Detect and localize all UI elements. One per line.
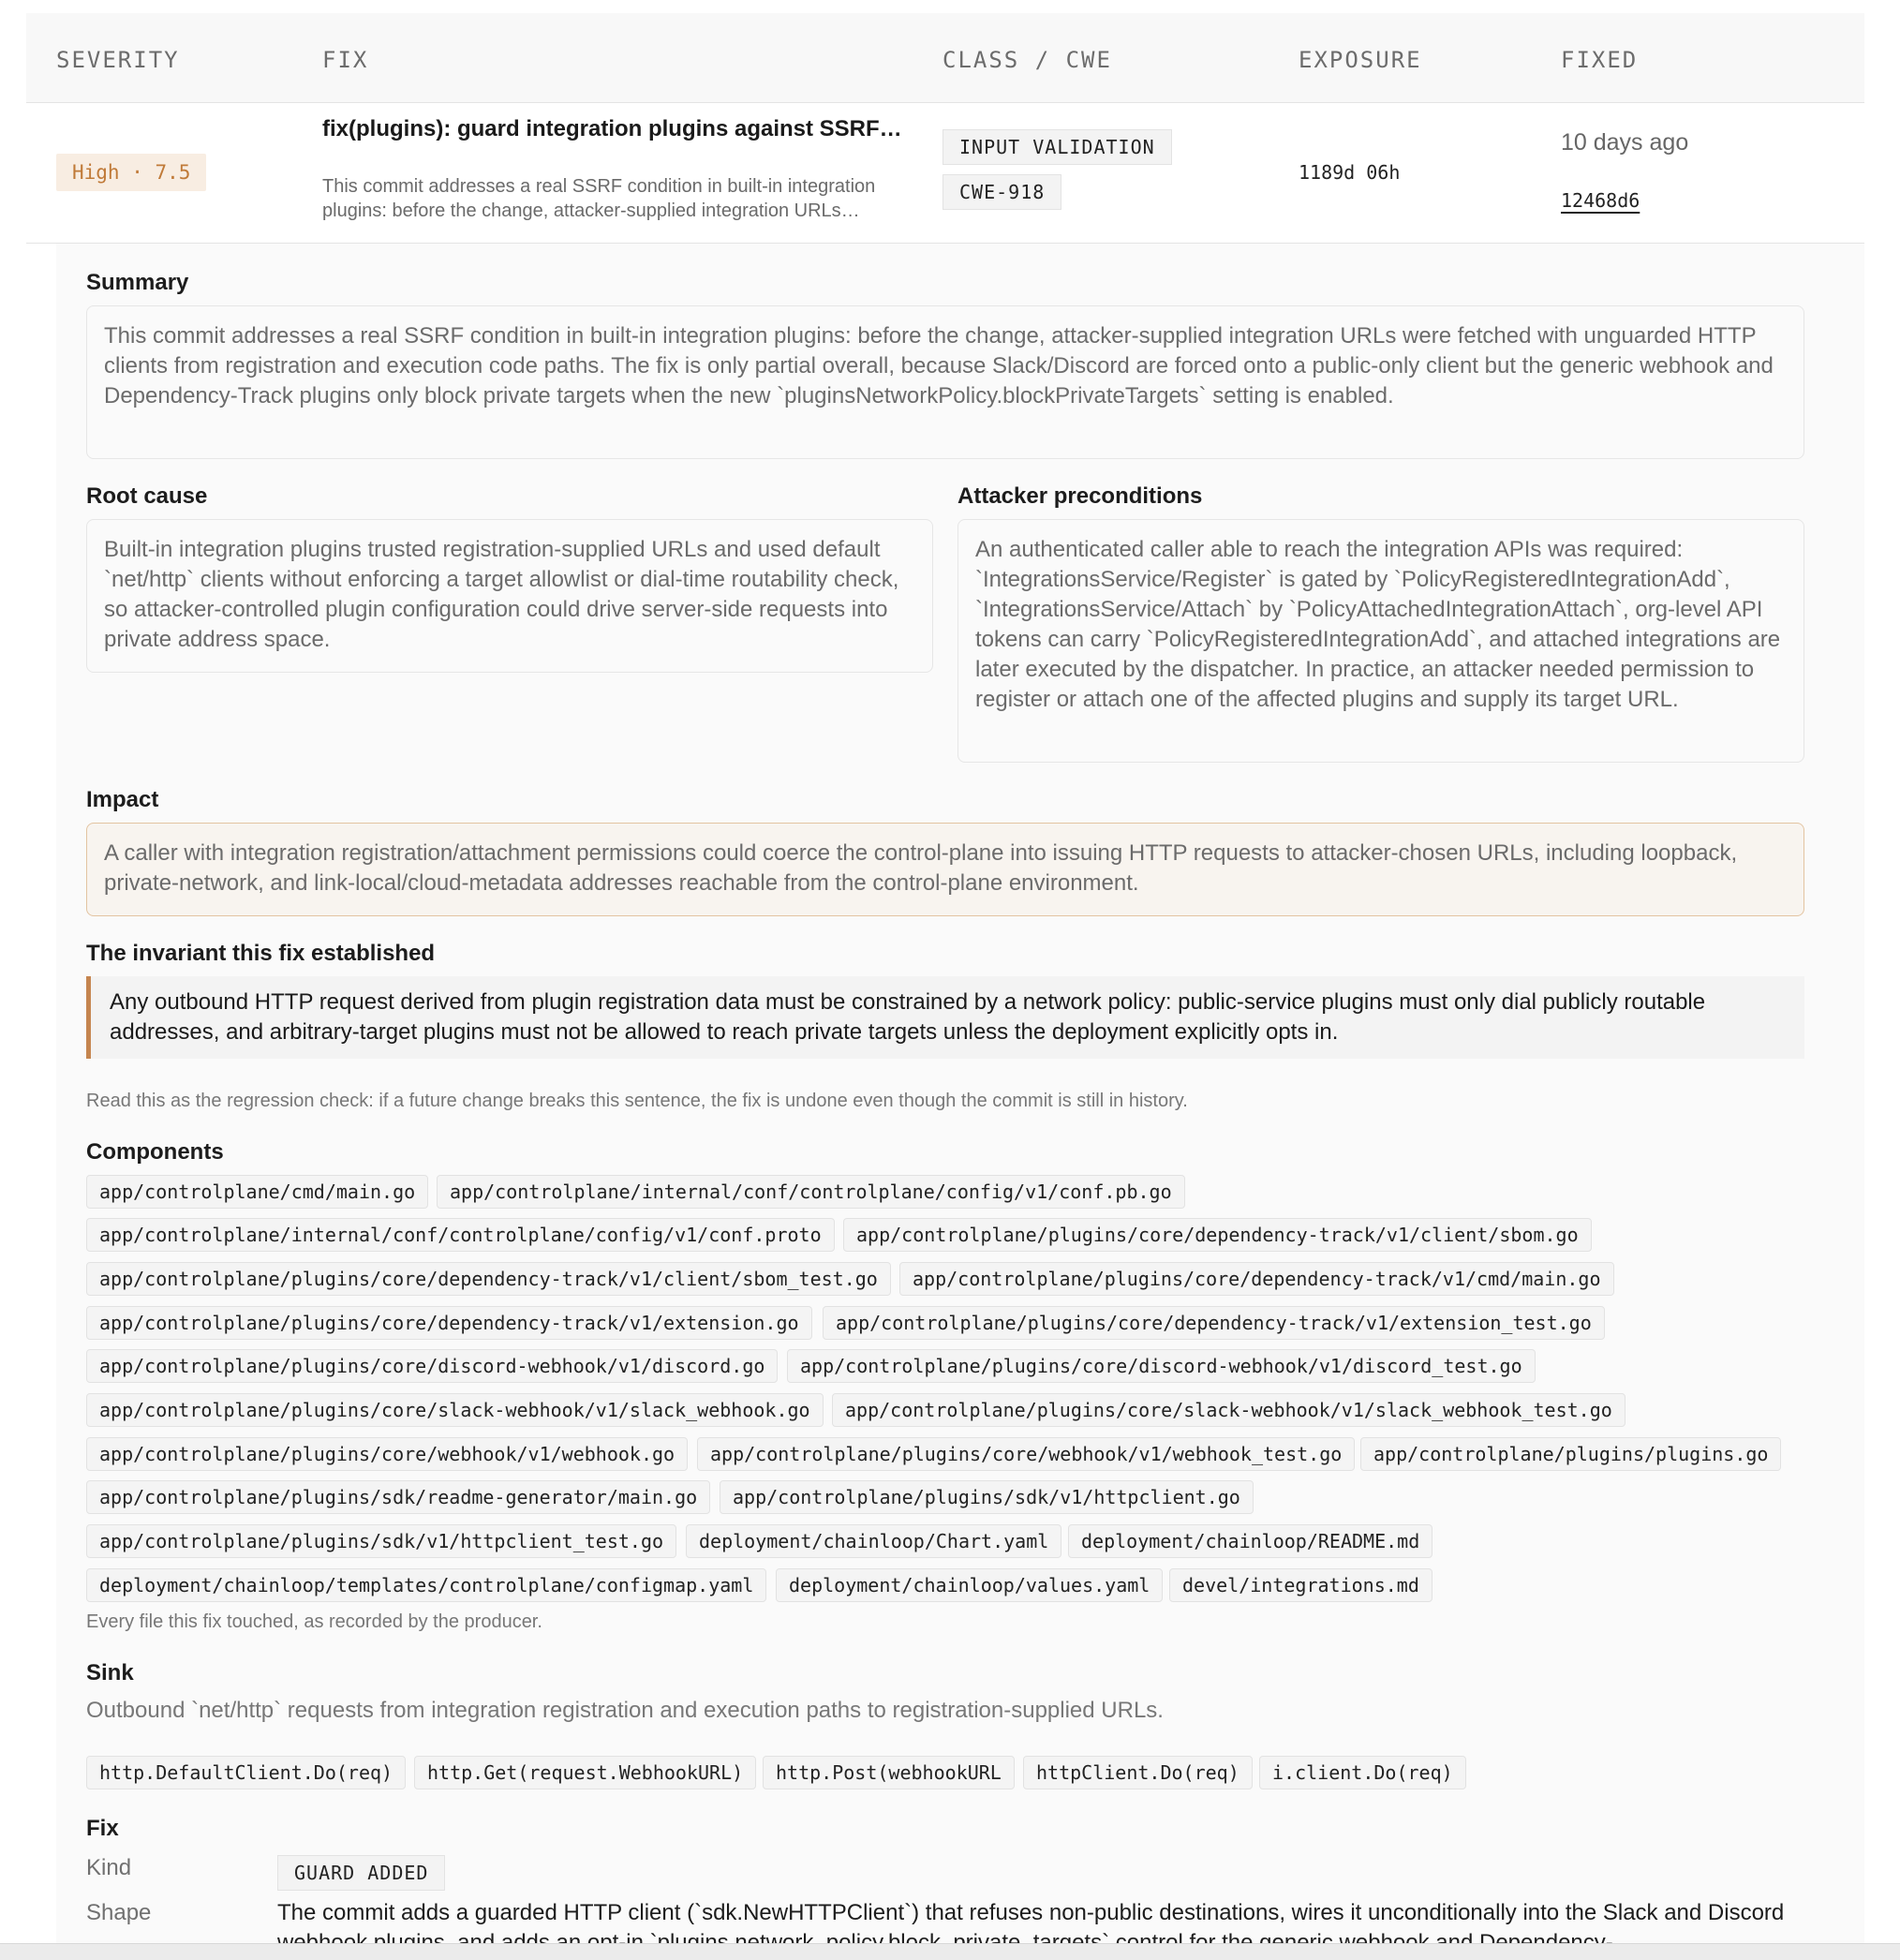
component-chip: deployment/chainloop/README.md: [1068, 1524, 1432, 1558]
sink-text: Outbound `net/http` requests from integration registration and execution paths to registration-supplied URLs.: [86, 1698, 1164, 1723]
exposure-value: 1189d 06h: [1299, 161, 1401, 184]
component-chip: app/controlplane/plugins/plugins.go: [1360, 1437, 1781, 1471]
class-tag: INPUT VALIDATION: [943, 129, 1172, 165]
shape-label: Shape: [86, 1900, 152, 1925]
component-chip: app/controlplane/plugins/core/dependency-track/v1/cmd/main.go: [899, 1262, 1614, 1296]
shape-text: The commit adds a guarded HTTP client (`sdk.NewHTTPClient`) that refuses non-public destinations, wires it unconditionally into the Slack and Discord: [277, 1900, 1785, 1925]
component-chip: app/controlplane/plugins/core/slack-webhook/v1/slack_webhook.go: [86, 1393, 824, 1427]
preconditions-card: [957, 519, 1804, 763]
sink-chip: http.DefaultClient.Do(req): [86, 1756, 406, 1789]
header-exposure[interactable]: EXPOSURE: [1299, 47, 1422, 73]
component-chip: app/controlplane/plugins/sdk/readme-generator/main.go: [86, 1480, 710, 1514]
table-header: [26, 13, 1864, 103]
component-chip: app/controlplane/plugins/core/webhook/v1/webhook.go: [86, 1437, 688, 1471]
root-cause-heading: Root cause: [86, 483, 208, 509]
component-chip: app/controlplane/plugins/core/dependency-track/v1/client/sbom_test.go: [86, 1262, 891, 1296]
component-chip: app/controlplane/internal/conf/controlplane/config/v1/conf.proto: [86, 1218, 835, 1252]
table-row[interactable]: [26, 103, 1864, 244]
root-cause-card: [86, 519, 933, 673]
preconditions-text: An authenticated caller able to reach the integration APIs was required: `IntegrationsService/Register` is gated by `PolicyRegisteredIntegrationAdd`, `IntegrationsService/Attach` by `PolicyAttachedIntegrationAttach`, org-level API tokens can carry `PolicyRegisteredIntegrationAdd`, and attached integrations are later executed by the dispatcher. In practice, an attacker needed permission to register or attach one of the affected plugins and supply its target URL.: [975, 537, 1781, 712]
sink-heading: Sink: [86, 1660, 134, 1685]
summary-text: This commit addresses a real SSRF condition in built-in integration plugins: before the change, attacker-supplied integration URLs were fetched with unguarded HTTP clients from registration and execution code paths. The fix is only partial overall, because Slack/Discord are forced onto a public-only client but the generic webhook and Dependency-Track plugins only block private targets when the new `pluginsNetworkPolicy.blockPrivateTargets` setting is enabled.: [104, 323, 1774, 408]
impact-heading: Impact: [86, 787, 159, 812]
components-note: Every file this fix touched, as recorded by the producer.: [86, 1611, 542, 1632]
component-chip: app/controlplane/plugins/core/dependency-track/v1/extension.go: [86, 1306, 812, 1340]
component-chip: app/controlplane/cmd/main.go: [86, 1175, 428, 1209]
fix-heading: Fix: [86, 1816, 119, 1841]
component-chip: app/controlplane/internal/conf/controlplane/config/v1/conf.pb.go: [437, 1175, 1185, 1209]
component-chip: app/controlplane/plugins/core/slack-webhook/v1/slack_webhook_test.go: [832, 1393, 1625, 1427]
findings-table: [26, 13, 1864, 244]
summary-heading: Summary: [86, 270, 189, 295]
summary-card: [86, 305, 1804, 459]
header-class-cwe[interactable]: CLASS / CWE: [943, 47, 1112, 73]
sink-chip: http.Post(webhookURL: [763, 1756, 1015, 1789]
horizontal-scrollbar[interactable]: [0, 1943, 1900, 1960]
invariant-callout: [86, 976, 1804, 1059]
component-chip: app/controlplane/plugins/core/discord-webhook/v1/discord.go: [86, 1349, 778, 1383]
component-chip: app/controlplane/plugins/core/discord-webhook/v1/discord_test.go: [787, 1349, 1536, 1383]
header-severity[interactable]: SEVERITY: [56, 47, 180, 73]
fix-description: This commit addresses a real SSRF condition in built-in integration plugins: before the change, attacker-supplied integration URLs…: [322, 176, 876, 221]
fix-title[interactable]: fix(plugins): guard integration plugins against SSRF…: [322, 116, 902, 141]
cwe-tag: CWE-918: [943, 174, 1061, 210]
sink-chip: httpClient.Do(req): [1023, 1756, 1253, 1789]
invariant-note: Read this as the regression check: if a future change breaks this sentence, the fix is undone even though the commit is still in history.: [86, 1091, 1188, 1111]
kind-tag: GUARD ADDED: [277, 1855, 445, 1891]
components-heading: Components: [86, 1139, 224, 1165]
component-chip: app/controlplane/plugins/core/webhook/v1/webhook_test.go: [697, 1437, 1355, 1471]
invariant-text: Any outbound HTTP request derived from plugin registration data must be constrained by a network policy: public-service plugins must only dial publicly routable addresses, and arbitrary-target plugins must not be allowed to reach private targets unless the deployment explicitly opts in.: [110, 989, 1706, 1045]
sink-chip: http.Get(request.WebhookURL): [414, 1756, 756, 1789]
component-chip: app/controlplane/plugins/sdk/v1/httpclient.go: [720, 1480, 1254, 1514]
component-chip: app/controlplane/plugins/sdk/v1/httpclient_test.go: [86, 1524, 676, 1558]
header-fix[interactable]: FIX: [322, 47, 369, 73]
preconditions-heading: Attacker preconditions: [957, 483, 1203, 509]
sink-chip: i.client.Do(req): [1259, 1756, 1466, 1789]
invariant-heading: The invariant this fix established: [86, 941, 436, 966]
root-cause-text: Built-in integration plugins trusted registration-supplied URLs and used default `net/http` clients without enforcing a target allowlist or dial-time routability check, so attacker-controlled plugin configuration could drive server-side requests into private address space.: [104, 537, 899, 652]
severity-badge: High · 7.5: [56, 154, 206, 191]
fixed-ago: 10 days ago: [1561, 129, 1689, 156]
impact-card: [86, 823, 1804, 916]
kind-label: Kind: [86, 1855, 132, 1880]
component-chip: app/controlplane/plugins/core/dependency-track/v1/extension_test.go: [823, 1306, 1605, 1340]
component-chip: app/controlplane/plugins/core/dependency-track/v1/client/sbom.go: [843, 1218, 1592, 1252]
component-chip: deployment/chainloop/templates/controlplane/configmap.yaml: [86, 1568, 766, 1602]
component-chip: devel/integrations.md: [1169, 1568, 1432, 1602]
header-fixed[interactable]: FIXED: [1561, 47, 1639, 73]
commit-hash-link[interactable]: 12468d6: [1561, 189, 1640, 212]
component-chip: deployment/chainloop/Chart.yaml: [686, 1524, 1061, 1558]
impact-text: A caller with integration registration/attachment permissions could coerce the control-plane into issuing HTTP requests to attacker-chosen URLs, including loopback, private-network, and link-local/cloud-metadata addresses reachable from the control-plane environment.: [104, 840, 1738, 896]
component-chip: deployment/chainloop/values.yaml: [776, 1568, 1163, 1602]
